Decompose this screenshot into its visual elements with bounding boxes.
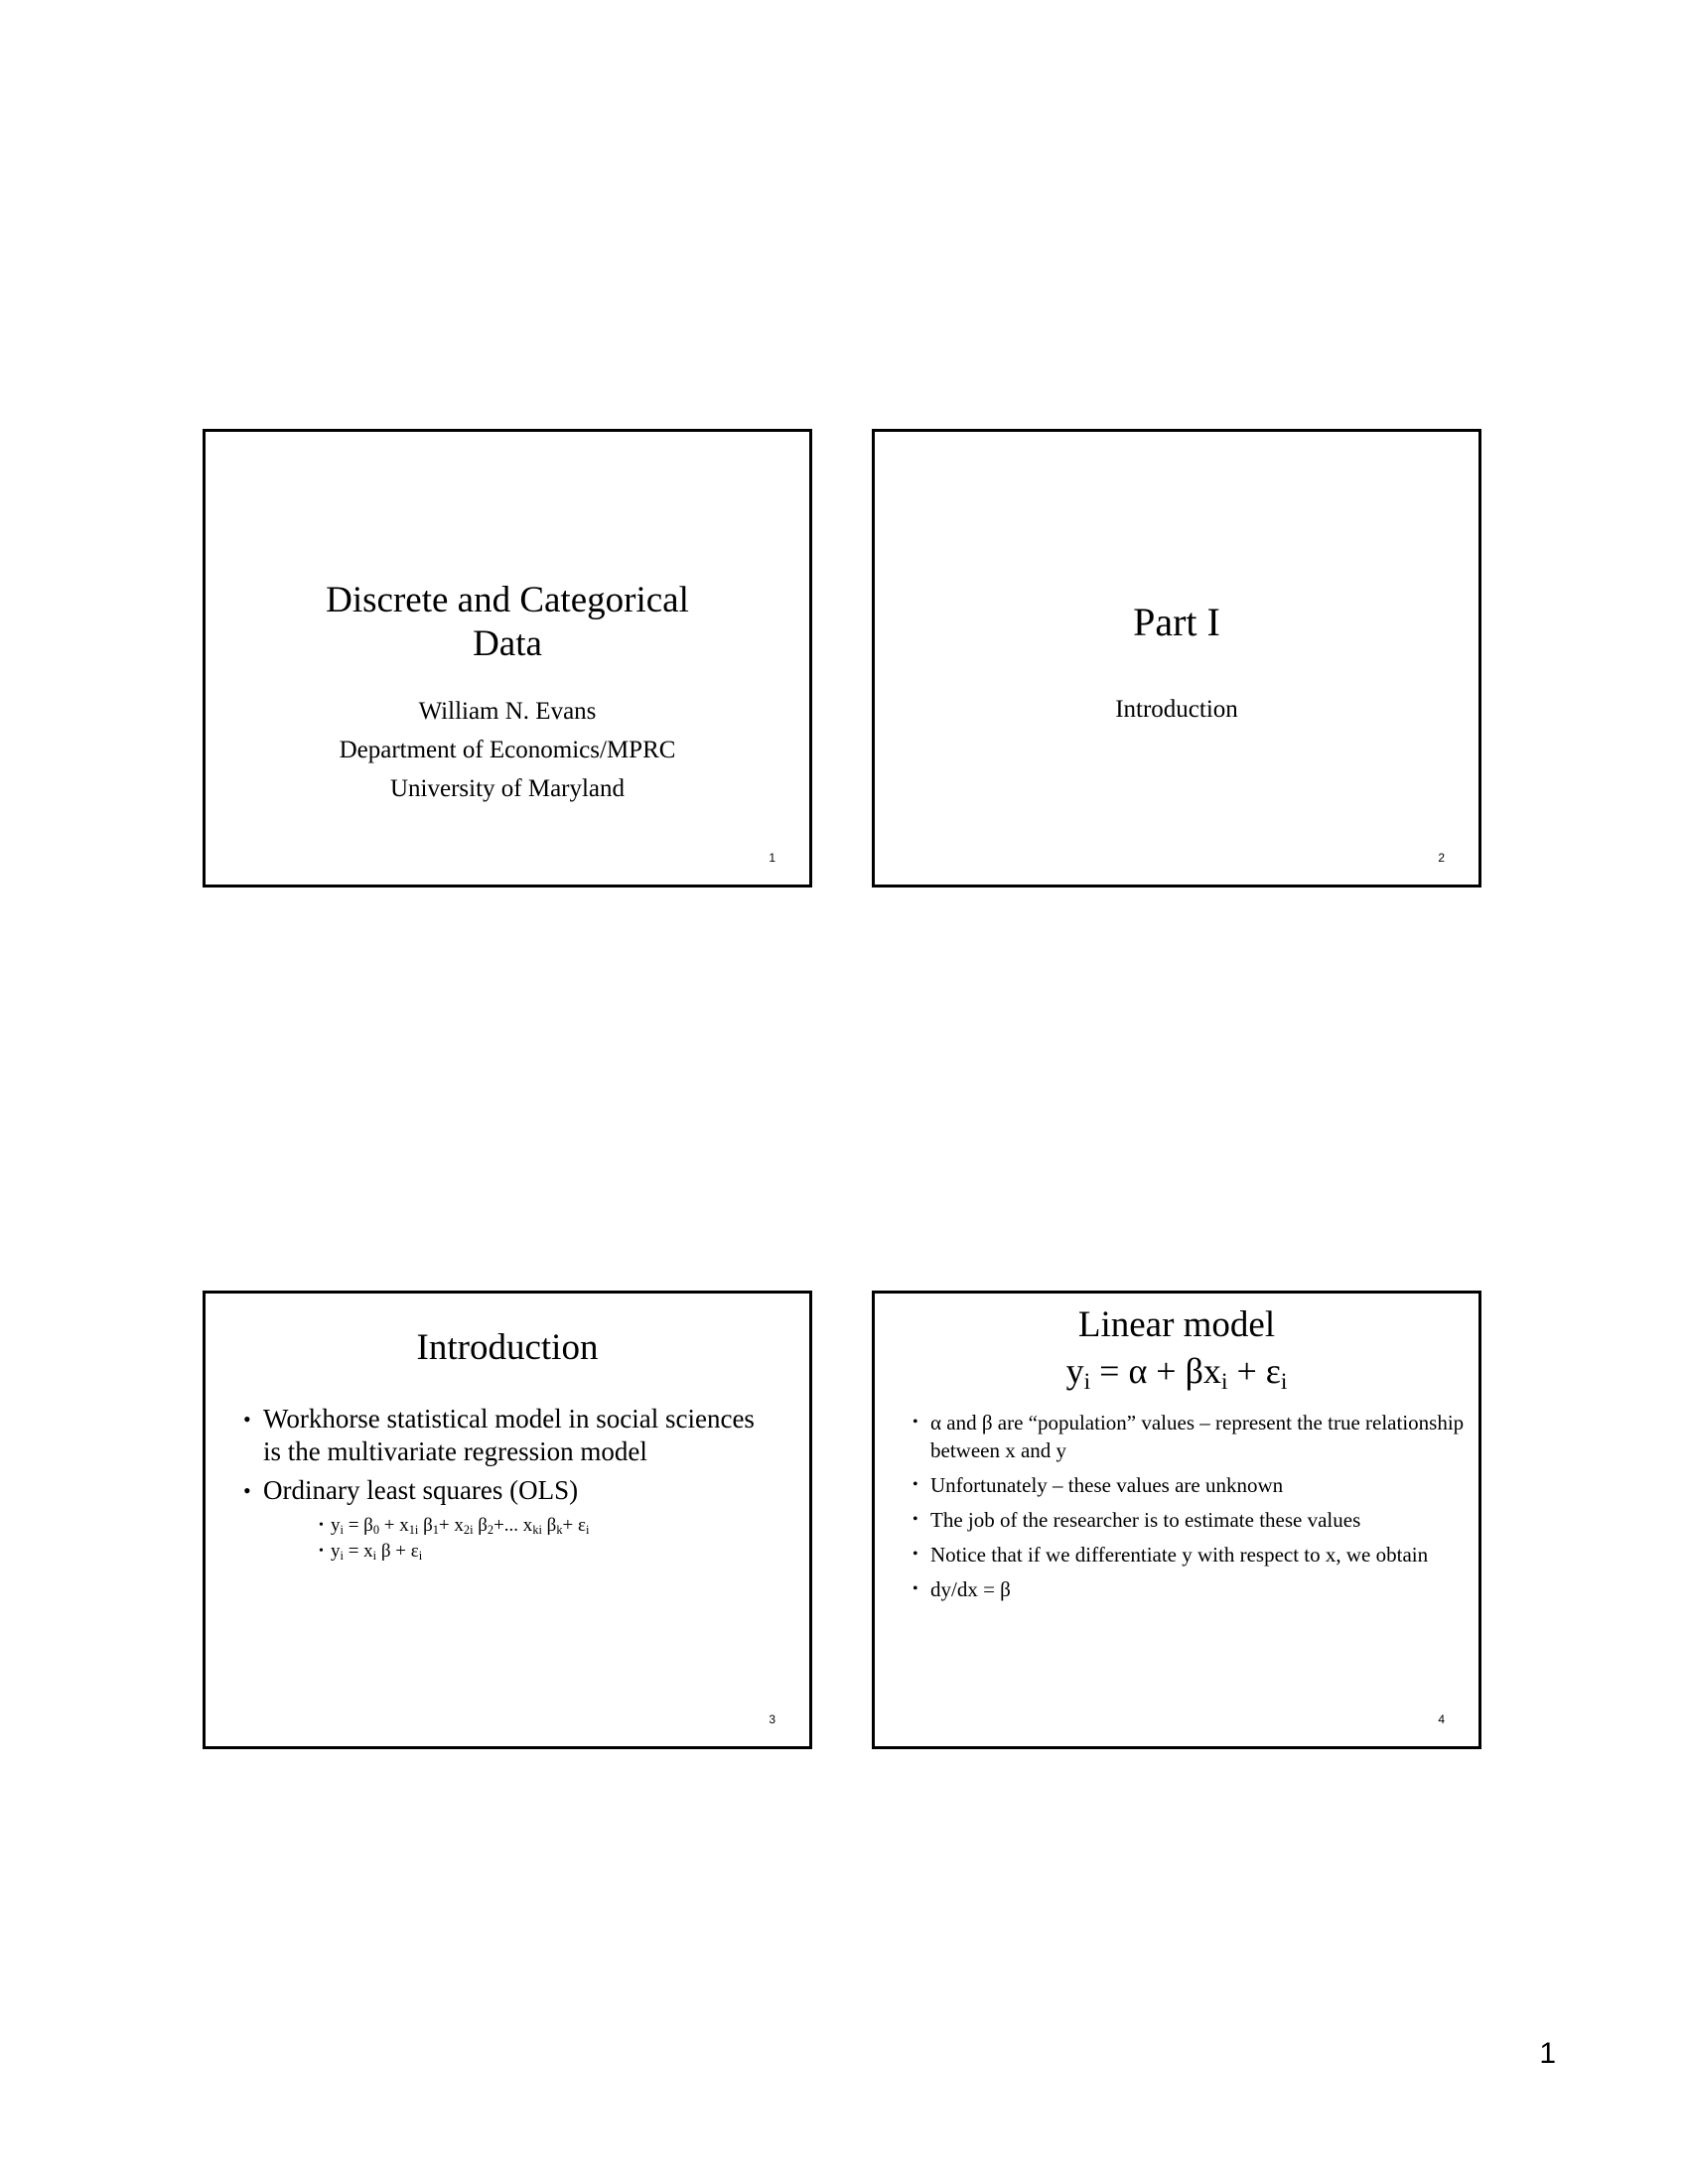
slide-1-title-line-2: Data (473, 623, 542, 664)
bullet-item: • Workhorse statistical model in social sciences is the multivariate regression model (241, 1403, 777, 1468)
slide-1-title-line-1: Discrete and Categorical (326, 580, 689, 620)
bullet-item: • Notice that if we differentiate y with respect to x, we obtain (911, 1541, 1467, 1569)
slide-number: 3 (769, 1712, 775, 1726)
slide-4-bullet-list (911, 1409, 1467, 1610)
ols-equation-matrix: • $y_i = x_i$ $\beta + \varepsilon_i$ (319, 1539, 777, 1565)
bullet-item: • α and β are “population” values – represent the true relationship between x and y (911, 1409, 1467, 1464)
slide-number: 1 (769, 851, 775, 865)
slide-1-title (206, 579, 809, 666)
ols-equation-expanded: • $y_i = \beta_0 + x_{1i}$ $\beta_1+ x_{2i}$ $\beta_2+$... $x_{ki}$ $\beta_k+ \varepsilon_i$ (319, 1513, 777, 1539)
author-university: University of Maryland (389, 775, 626, 802)
bullet-item: • Unfortunately – these values are unknown (911, 1471, 1467, 1499)
page-number: 1 (1539, 2037, 1556, 2070)
slide-3-bullet-list (241, 1403, 777, 1565)
slide-2-subtitle: Introduction (1115, 696, 1238, 723)
slide-3-title: Introduction (416, 1327, 599, 1368)
slide-2-title: Part I (1133, 600, 1220, 644)
slide-number: 2 (1438, 851, 1445, 865)
slide-4 (872, 1291, 1481, 1749)
author-name: William N. Evans (418, 698, 597, 725)
slide-3 (203, 1291, 812, 1749)
bullet-item: • dy/dx = β (911, 1575, 1467, 1603)
bullet-item: • Ordinary least squares (OLS) (241, 1474, 777, 1507)
bullet-item: • The job of the researcher is to estimate these values (911, 1506, 1467, 1534)
author-department: Department of Economics/MPRC (339, 737, 676, 763)
slide-number: 4 (1438, 1712, 1445, 1726)
equation-list (319, 1513, 777, 1565)
slide-1 (203, 429, 812, 887)
slide-2 (872, 429, 1481, 887)
slide-4-equation: $y_i = \alpha + \beta x_i + \varepsilon_i$ (1065, 1351, 1288, 1395)
slide-4-title: Linear model (1077, 1304, 1276, 1345)
slide-1-author-block (206, 692, 809, 808)
